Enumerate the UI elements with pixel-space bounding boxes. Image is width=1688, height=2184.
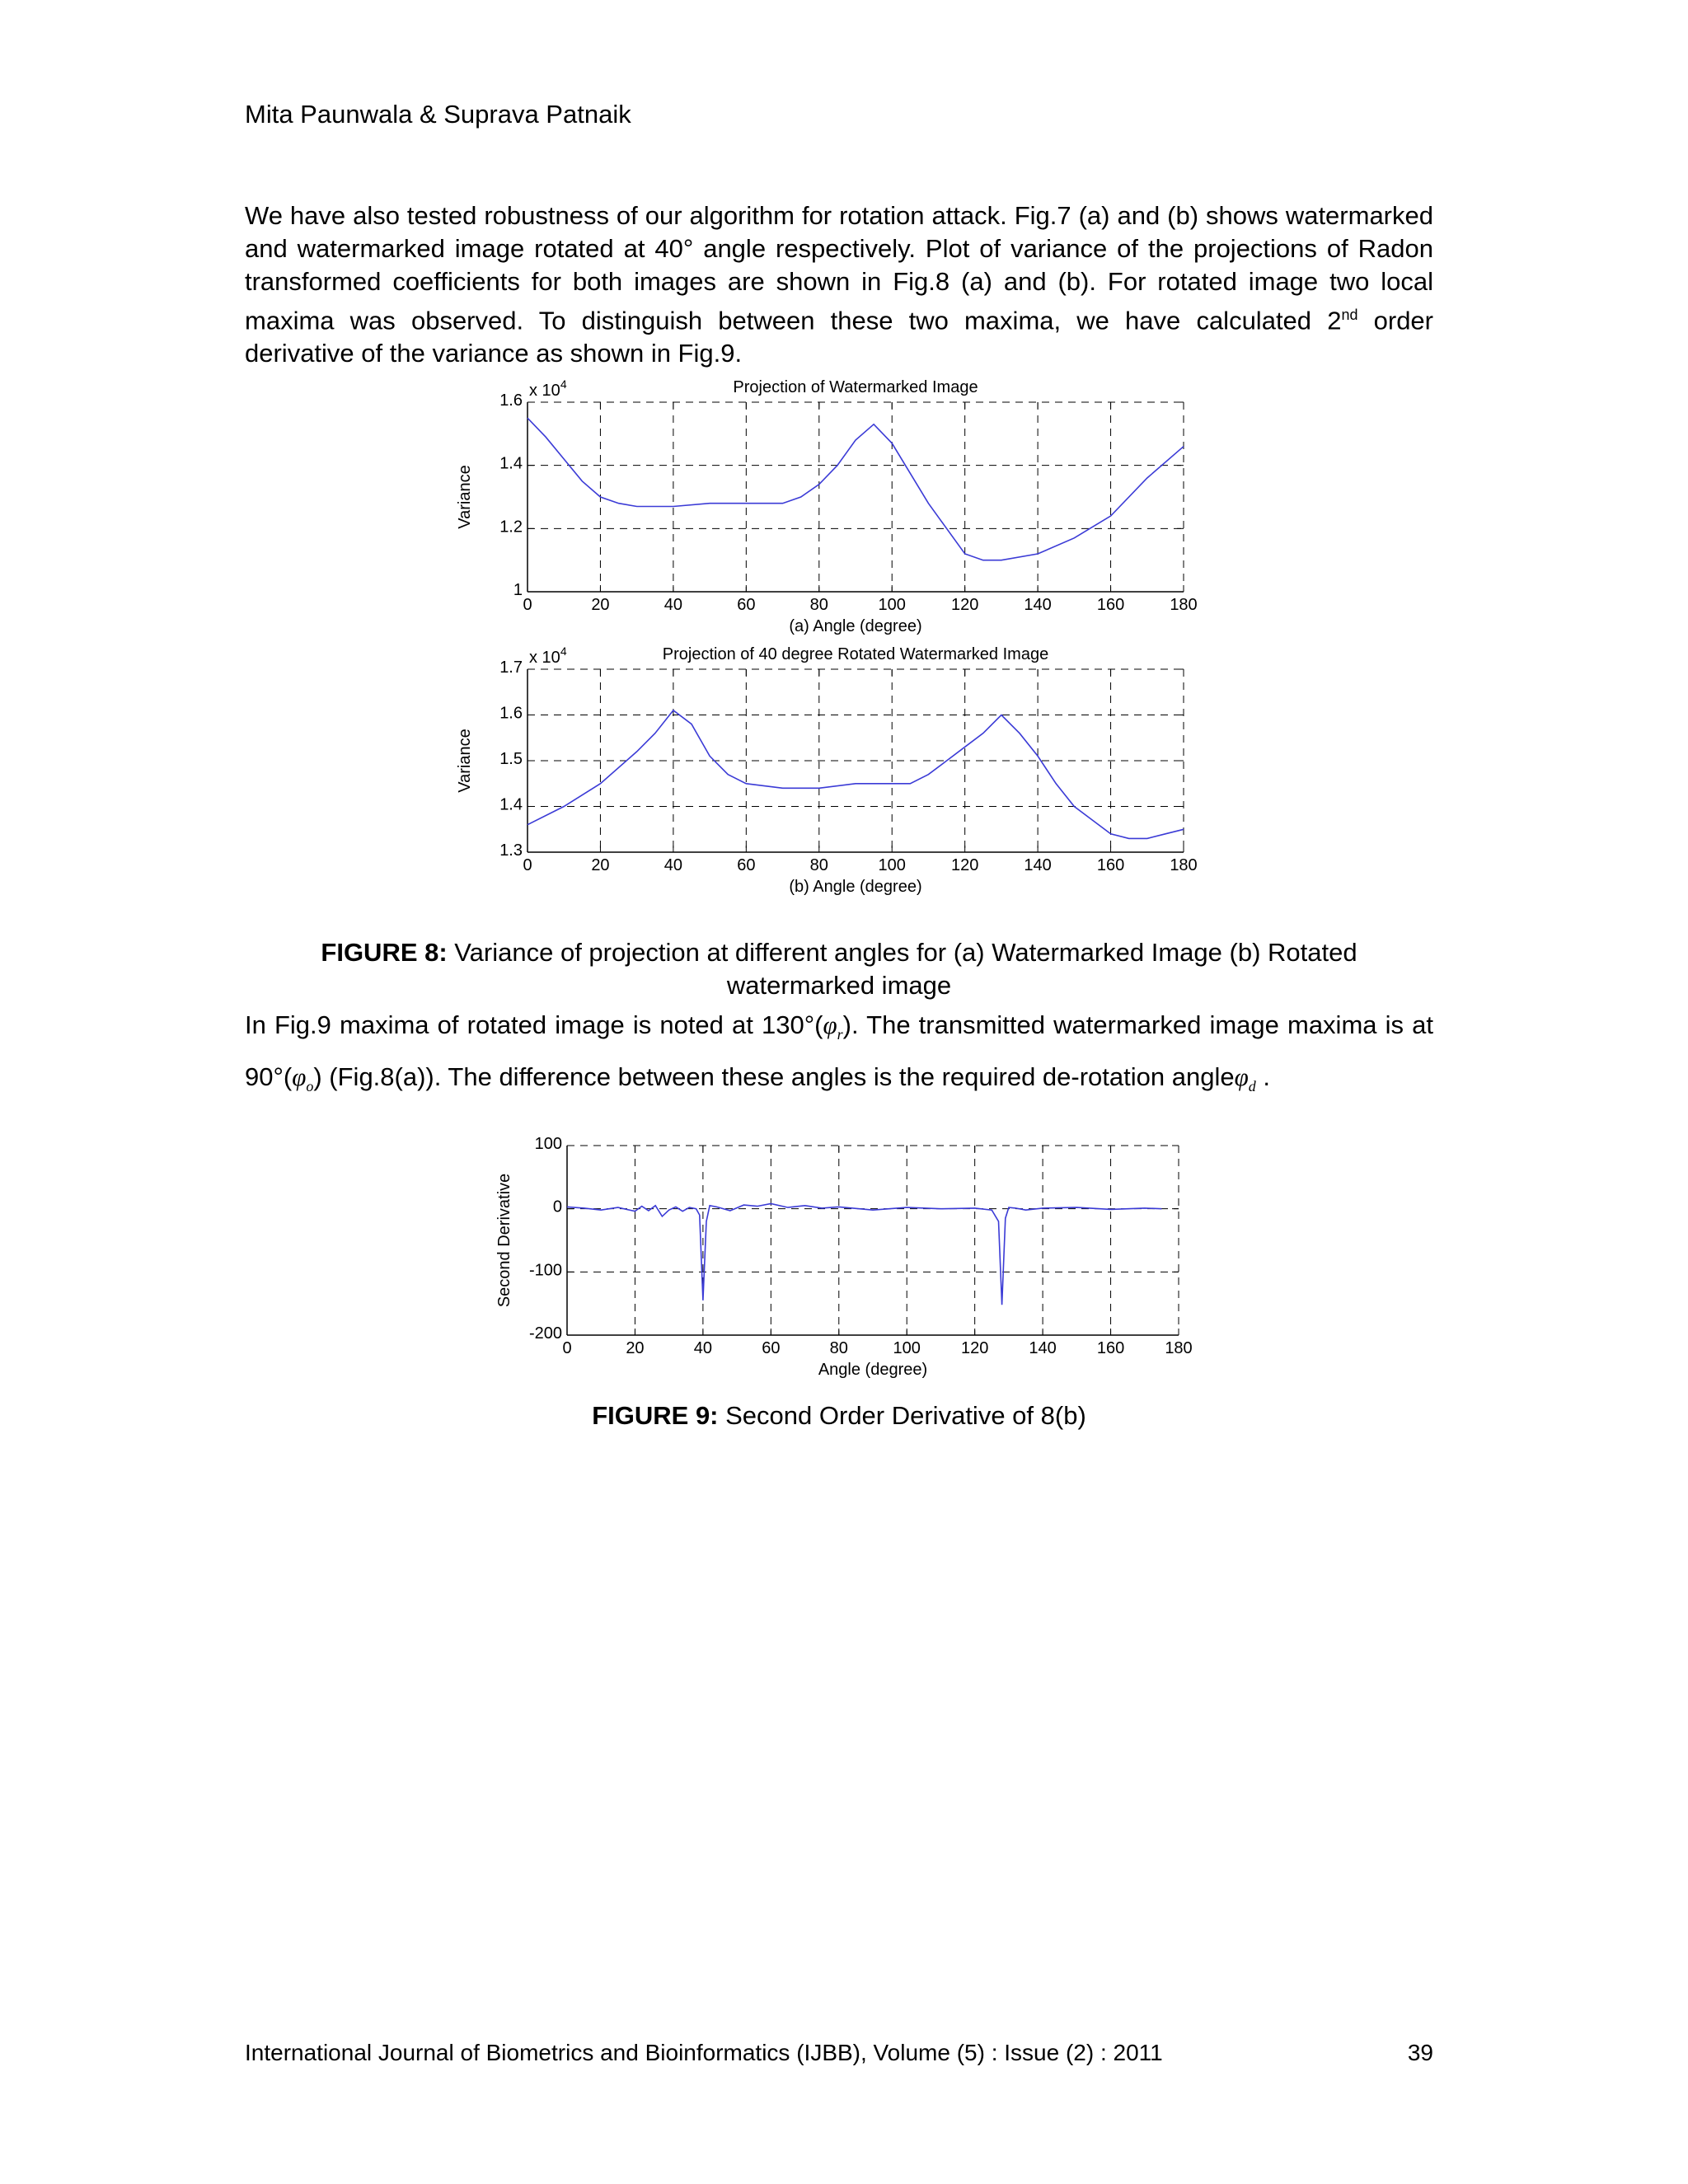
running-head: Mita Paunwala & Suprava Patnaik	[245, 100, 631, 129]
fig8b-x-tick-label: 20	[591, 856, 610, 874]
fig9-x-tick-label: 120	[960, 1339, 989, 1357]
fig8a-x-tick-label: 120	[950, 596, 979, 614]
fig8b-x-tick-label: 140	[1024, 856, 1052, 874]
fig9-x-label: Angle (degree)	[818, 1361, 928, 1379]
fig9-y-tick-label: 0	[552, 1197, 562, 1216]
fig8a-x-tick-label: 100	[878, 596, 906, 614]
fig8b-x-tick-label: 60	[737, 856, 756, 874]
fig8b-y-tick-label: 1.4	[499, 795, 523, 814]
fig8b-panel-label: (b)	[789, 878, 814, 896]
fig9-x-tick-label: 60	[762, 1339, 781, 1357]
fig8b-title: Projection of 40 degree Rotated Watermarked Image	[662, 645, 1049, 663]
figure-9-chart	[490, 1136, 1199, 1393]
phi-r-symbol: $\varphi_r$	[823, 1010, 843, 1043]
fig8b-x-tick-label: 160	[1096, 856, 1125, 874]
fig8a-x-tick-label: 160	[1096, 596, 1125, 614]
fig8a-x-tick-label: 140	[1024, 596, 1052, 614]
fig9-x-tick-label: 160	[1096, 1339, 1125, 1357]
phi-d-symbol: $\varphi_d$	[1234, 1062, 1256, 1095]
fig8b-y-tick-label: 1.5	[499, 750, 523, 768]
page-number: 39	[1407, 2040, 1433, 2065]
fig9-x-tick-label: 140	[1029, 1339, 1057, 1357]
figure-9-svg	[490, 1136, 1199, 1393]
body-paragraph-2: In Fig.9 maxima of rotated image is noted at $130^\circ(\varphi_r)$. The transmitted watermarked image maxima is at $90^\circ(\varphi_o)$ (Fig.8(a)). The difference between these angles is the required de-rotation angleφ$_d$ .	[245, 1010, 1434, 1095]
figure-9-label: FIGURE 9:	[592, 1401, 719, 1430]
fig8a-panel-label: (a)	[789, 617, 814, 635]
figure-8-svg	[445, 363, 1236, 907]
fig8b-y-label: Variance	[456, 729, 474, 793]
fig8a-y-label: Variance	[456, 465, 474, 529]
fig8b-x-tick-label: 180	[1170, 856, 1198, 874]
fig9-y-label: Second Derivative	[495, 1173, 513, 1308]
fig9-x-tick-label: 80	[829, 1339, 848, 1357]
footer-journal: International Journal of Biometrics and Bioinformatics (IJBB), Volume (5) : Issue (2) : 2011	[245, 2040, 1163, 2065]
fig8a-x-tick-label: 20	[591, 596, 610, 614]
figure-8-charts	[445, 363, 1236, 907]
figure-8-label: FIGURE 8:	[321, 938, 448, 967]
fig8b-x-tick-label: 0	[523, 856, 532, 874]
fig9-y-tick-label: -200	[528, 1324, 562, 1343]
fig8b-x-label: (b) Angle (degree)	[789, 878, 922, 896]
figure-8-caption: FIGURE 8: Variance of projection at different angles for (a) Watermarked Image (b) Rotated watermarked image	[321, 938, 1357, 1000]
fig8a-title: Projection of Watermarked Image	[733, 378, 978, 396]
fig8a-y-tick-label: 1.4	[499, 454, 523, 473]
fig8a-y-multiplier: x $10^4$	[529, 377, 567, 400]
body-paragraph-1: We have also tested robustness of our algorithm for rotation attack. Fig.7 (a) and (b) shows watermarked and watermarked image rotated at 40° angle respectively. Plot of variance of the projections of Radon transformed coefficients for both images are shown in Fig.8 (a) and (b). For rotated image two local maxima was observed. To distinguish between these two maxima, we have calculated 2nd order derivative of the variance as shown in Fig.9.	[245, 201, 1433, 368]
fig8b-x-tick-label: 40	[663, 856, 683, 874]
fig8a-series-line	[528, 418, 1184, 560]
fig8a-y-tick-label: 1.6	[499, 391, 523, 410]
fig8a-y-tick-label: 1	[513, 581, 523, 599]
phi-o-symbol: $\varphi_o$	[292, 1062, 314, 1095]
fig9-x-tick-label: 100	[893, 1339, 921, 1357]
fig9-x-tick-label: 20	[626, 1339, 645, 1357]
page-footer	[245, 2038, 1433, 2068]
fig9-x-tick-label: 40	[693, 1339, 713, 1357]
fig8a-x-tick-label: 0	[523, 596, 532, 614]
figure-9-caption: FIGURE 9: Second Order Derivative of 8(b)	[592, 1401, 1086, 1430]
fig9-y-tick-label: -100	[528, 1261, 562, 1280]
fig9-x-tick-label: 180	[1165, 1339, 1193, 1357]
fig8b-x-tick-label: 100	[878, 856, 906, 874]
fig8b-y-tick-label: 1.7	[499, 658, 523, 677]
fig8b-y-multiplier: x $10^4$	[529, 644, 567, 667]
fig9-series-line	[567, 1204, 1161, 1305]
fig9-y-tick-label: 100	[534, 1136, 562, 1153]
fig8b-x-tick-label: 80	[809, 856, 828, 874]
fig8a-y-tick-label: 1.2	[499, 518, 523, 537]
fig8b-x-tick-label: 120	[950, 856, 979, 874]
fig8b-y-tick-label: 1.6	[499, 704, 523, 723]
fig8a-x-tick-label: 60	[737, 596, 756, 614]
fig8a-x-label: (a) Angle (degree)	[789, 617, 922, 635]
fig8a-x-tick-label: 180	[1170, 596, 1198, 614]
fig8a-x-tick-label: 80	[809, 596, 828, 614]
fig9-x-tick-label: 0	[562, 1339, 572, 1357]
fig8b-series-line	[528, 710, 1184, 839]
fig8a-x-tick-label: 40	[663, 596, 683, 614]
fig8b-y-tick-label: 1.3	[499, 841, 523, 860]
